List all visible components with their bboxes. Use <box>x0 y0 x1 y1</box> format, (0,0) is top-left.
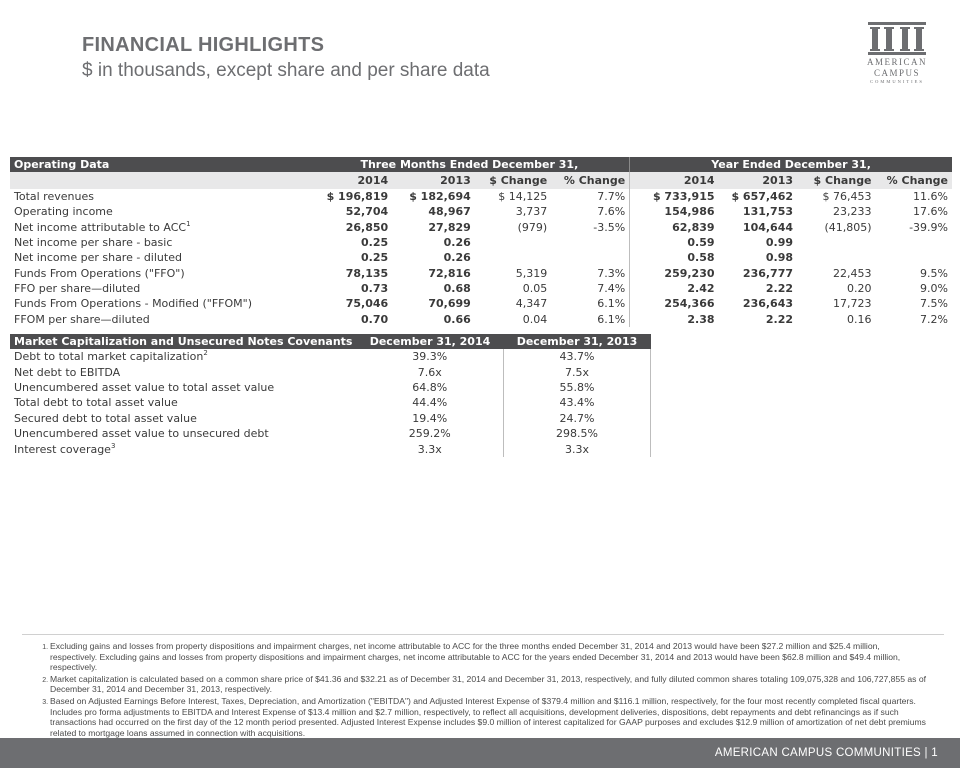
cell-q13: 0.66 <box>443 312 471 326</box>
market-col-2014: December 31, 2014 <box>356 334 503 349</box>
row-label: Net income per share - basic <box>14 236 173 250</box>
table-row <box>10 311 952 326</box>
cell-v14: 7.6x <box>417 365 442 379</box>
cell-y13: 236,643 <box>742 297 794 311</box>
cell-ypct: 11.6% <box>913 190 948 204</box>
cell-v13: 7.5x <box>503 364 650 379</box>
cell-ypct: 17.6% <box>913 205 948 219</box>
cell-qchg: (979) <box>517 220 548 234</box>
table-row <box>10 395 651 410</box>
cell-q13: 48,967 <box>428 205 471 219</box>
cell-ychg: 17,723 <box>833 297 872 311</box>
footnote-ref: 1 <box>186 219 191 228</box>
cell-y14: 154,986 <box>630 204 719 219</box>
col-q-2013: 2013 <box>392 172 475 189</box>
cell-y13: 131,753 <box>742 205 794 219</box>
row-label: Net income per share - diluted <box>14 251 182 265</box>
cell-ypct <box>876 235 952 250</box>
cell-v14: 3.3x <box>417 442 442 456</box>
cell-y13: 0.99 <box>765 236 794 250</box>
cell-y14: 2.42 <box>630 281 719 296</box>
cell-v14: 44.4% <box>412 396 448 410</box>
row-label: FFOM per share—diluted <box>14 312 150 326</box>
col-y-2014: 2014 <box>630 172 719 189</box>
company-logo <box>862 18 932 90</box>
cell-qchg: 0.05 <box>522 281 548 295</box>
footnotes <box>28 641 928 739</box>
cell-y13: 104,644 <box>742 220 794 234</box>
row-label: Interest coverage$^3$ <box>14 441 116 456</box>
cell-qchg: 4,347 <box>515 297 548 311</box>
cell-y14: 0.59 <box>630 235 719 250</box>
row-label: Net income attributable to ACC$^1$ <box>14 219 191 234</box>
cell-y14: $ 733,915 <box>630 189 719 204</box>
cell-v14: 259.2% <box>408 427 451 441</box>
col-q-dollar-change: $ Change <box>475 172 551 189</box>
cell-ychg: (41,805) <box>824 220 872 234</box>
row-label: Total debt to total asset value <box>14 396 178 410</box>
footnote-ref: 3 <box>110 441 116 450</box>
cell-q13: 0.68 <box>443 281 471 295</box>
cell-v13: 43.7% <box>503 349 650 364</box>
operating-header-row <box>10 157 952 172</box>
cell-q13: 27,829 <box>428 220 471 234</box>
cell-v13: 43.4% <box>503 395 650 410</box>
row-label: Unencumbered asset value to unsecured debt <box>14 427 269 441</box>
cell-q14: 52,704 <box>345 205 389 219</box>
cell-y14: 62,839 <box>630 220 719 235</box>
logo-word-american: AMERICAN <box>866 57 927 67</box>
cell-ychg: $ 76,453 <box>822 190 872 204</box>
cell-v13: 24.7% <box>503 411 650 426</box>
cell-q13: 72,816 <box>428 266 471 280</box>
cell-q13: 0.26 <box>443 236 471 250</box>
columns-logo-icon <box>862 18 932 56</box>
cell-y13: 2.22 <box>765 281 794 295</box>
row-label: Total revenues <box>14 190 94 204</box>
market-section-label: Market Capitalization and Unsecured Notes Covenants <box>10 334 356 349</box>
cell-ychg: 0.16 <box>847 312 872 326</box>
row-label: Funds From Operations - Modified ("FFOM") <box>14 297 253 311</box>
footnote-1: 1. Excluding gains and losses from property dispositions and impairment charges, net income attributable to ACC for the three months ended December 31, 2014 and 2013 would have been $27.2 million and $25.4 million, respectively. Excluding gains and losses from property dispositions and impairment charges, net income attributable to ACC for the years ended December 31, 2014 and 2013 would have been $62.8 million and $49.4 million, respectively. <box>50 641 928 673</box>
cell-ychg: 0.20 <box>847 281 872 295</box>
page-subtitle: $ in thousands, except share and per share data <box>82 60 490 81</box>
cell-qpct: 7.4% <box>597 281 626 295</box>
cell-ychg: 22,453 <box>833 266 872 280</box>
cell-ypct: 7.2% <box>920 312 948 326</box>
cell-qpct: 7.6% <box>597 205 626 219</box>
col-q-2014: 2014 <box>310 172 393 189</box>
year-header: Year Ended December 31, <box>630 157 952 172</box>
cell-y13: 236,777 <box>742 266 794 280</box>
row-label: Funds From Operations ("FFO") <box>14 266 185 280</box>
cell-qchg: 0.04 <box>522 312 548 326</box>
row-label: Debt to total market capitalization$^2$ <box>14 349 208 364</box>
row-label: Net debt to EBITDA <box>14 365 121 379</box>
table-row <box>10 426 651 441</box>
cell-y14: 254,366 <box>630 296 719 311</box>
cell-q14: 26,850 <box>345 220 389 234</box>
row-label: Secured debt to total asset value <box>14 411 197 425</box>
cell-qchg: 3,737 <box>515 205 548 219</box>
table-row <box>10 411 651 426</box>
cell-q14: 78,135 <box>345 266 389 280</box>
cell-qchg <box>475 250 551 265</box>
cell-v14: 39.3% <box>412 350 448 364</box>
operating-body <box>10 189 952 327</box>
page-title: FINANCIAL HIGHLIGHTS <box>82 34 325 56</box>
cell-ypct: -39.9% <box>909 220 948 234</box>
cell-ypct: 7.5% <box>920 297 948 311</box>
cell-y14: 2.38 <box>630 311 719 326</box>
cell-ychg: 23,233 <box>833 205 872 219</box>
cell-q14: 75,046 <box>345 297 389 311</box>
market-cap-table <box>10 334 651 457</box>
cell-y13: 2.22 <box>765 312 794 326</box>
footnote-ref: 2 <box>203 349 208 358</box>
cell-v14: 19.4% <box>412 411 448 425</box>
footer-text: AMERICAN CAMPUS COMMUNITIES | 1 <box>714 747 938 759</box>
table-row <box>10 265 952 280</box>
cell-v13: 3.3x <box>503 441 650 456</box>
cell-qpct: 6.1% <box>597 297 626 311</box>
operating-section-label: Operating Data <box>10 157 310 172</box>
table-row <box>10 349 651 364</box>
operating-columns-row <box>10 172 952 189</box>
cell-qchg: 5,319 <box>515 266 548 280</box>
table-row <box>10 296 952 311</box>
cell-q14: $ 196,819 <box>326 190 389 204</box>
logo-word-campus: CAMPUS <box>873 68 920 78</box>
cell-y14: 259,230 <box>630 265 719 280</box>
logo-word-communities: COMMUNITIES <box>870 79 924 84</box>
operating-data-table <box>10 157 952 327</box>
table-row <box>10 281 952 296</box>
table-row <box>10 189 952 204</box>
cell-qpct: 6.1% <box>597 312 626 326</box>
row-label: Unencumbered asset value to total asset value <box>14 380 275 394</box>
cell-qpct: 7.7% <box>597 190 626 204</box>
cell-qchg: $ 14,125 <box>498 190 548 204</box>
cell-ychg <box>797 250 876 265</box>
cell-v13: 55.8% <box>503 380 650 395</box>
market-body <box>10 349 651 457</box>
table-row <box>10 441 651 456</box>
col-q-pct-change: % Change <box>551 172 630 189</box>
table-row <box>10 220 952 235</box>
cell-v13: 298.5% <box>503 426 650 441</box>
cell-ypct: 9.5% <box>920 266 948 280</box>
market-col-2013: December 31, 2013 <box>503 334 650 349</box>
cell-q14: 0.70 <box>361 312 389 326</box>
cell-ychg <box>797 235 876 250</box>
cell-qpct: 7.3% <box>597 266 626 280</box>
cell-y13: $ 657,462 <box>731 190 794 204</box>
cell-ypct <box>876 250 952 265</box>
cell-q13: 0.26 <box>443 251 471 265</box>
cell-q13: $ 182,694 <box>409 190 471 204</box>
cell-q14: 0.73 <box>361 281 389 295</box>
footer-bar <box>0 738 960 768</box>
cell-q14: 0.25 <box>361 236 389 250</box>
market-header-row <box>10 334 651 349</box>
row-label: Operating income <box>14 205 113 219</box>
cell-q14: 0.25 <box>361 251 389 265</box>
row-label: FFO per share—diluted <box>14 281 141 295</box>
table-row <box>10 364 651 379</box>
cell-qpct <box>551 250 630 265</box>
footnote-2: 2. Market capitalization is calculated based on a common share price of $41.36 and $32.21 as of December 31, 2014 and December 31, 2013, respectively, and fully diluted common shares totaling 109,075,328 and 106,727,855 as of December 31, 2014 and December 31, 2013, respectively. <box>50 674 928 695</box>
table-row <box>10 204 952 219</box>
col-y-pct-change: % Change <box>876 172 952 189</box>
col-y-2013: 2013 <box>719 172 798 189</box>
footnote-divider <box>22 634 944 635</box>
footnote-3: 3. Based on Adjusted Earnings Before Interest, Taxes, Depreciation, and Amortization ("EBITDA") and Adjusted Interest Expense of $379.4 million and $116.1 million, respectively, for the four most recently completed fiscal quarters. Includes pro forma adjustments to EBITDA and Interest Expense of $13.4 million and $2.7 million, respectively, to reflect all acquisitions, development deliveries, dispositions, debt repayments and debt refinancings as if such transactions had occurred on the first day of the 12 month period presented. Adjusted Interest Expense includes $9.0 million of interest capitalized for GAAP purposes and excludes $12.9 million of amortization of net debt premiums related to mortgage loans assumed in connection with acquisitions. <box>50 696 928 738</box>
cell-q13: 70,699 <box>428 297 471 311</box>
table-row <box>10 380 651 395</box>
table-row <box>10 235 952 250</box>
cell-qpct <box>551 235 630 250</box>
table-row <box>10 250 952 265</box>
cell-y13: 0.98 <box>765 251 794 265</box>
cell-v14: 64.8% <box>412 380 448 394</box>
cell-y14: 0.58 <box>630 250 719 265</box>
cell-ypct: 9.0% <box>920 281 948 295</box>
cell-qpct: -3.5% <box>593 220 626 234</box>
cell-qchg <box>475 235 551 250</box>
three-months-header: Three Months Ended December 31, <box>310 157 630 172</box>
col-y-dollar-change: $ Change <box>797 172 876 189</box>
